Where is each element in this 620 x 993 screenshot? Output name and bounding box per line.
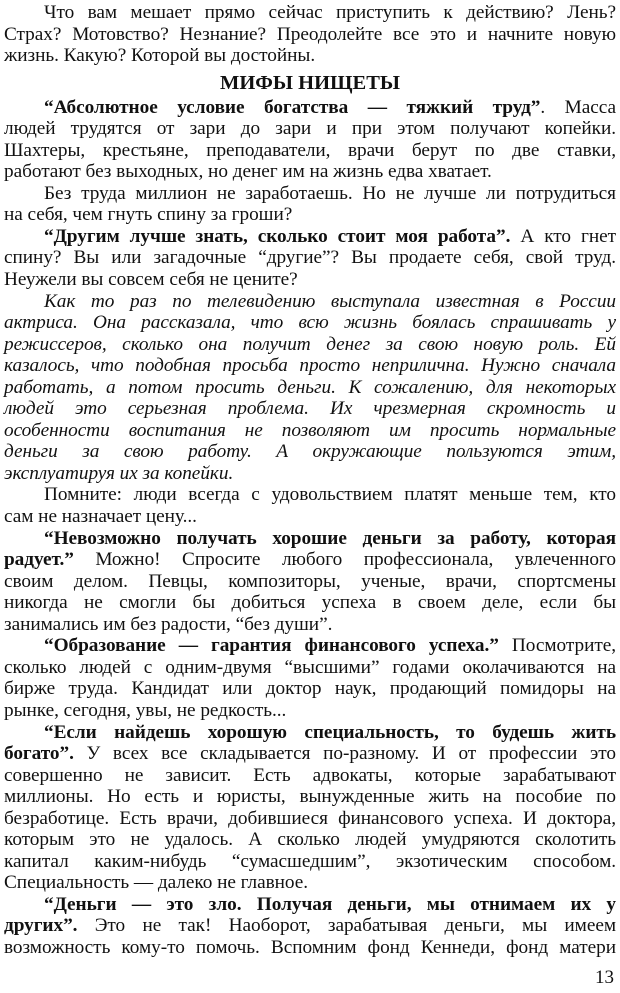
text-span: Посмотрите, [498,635,616,657]
text-span: . Масса [540,96,616,118]
text-line [4,140,616,162]
text-span: капитал каким-нибудь “сумасшедшим”, экзотическим способом. [4,850,616,872]
text-line [4,894,616,916]
paragraph-intro [4,2,616,67]
text-line [4,312,616,334]
text-line [4,24,616,46]
text-line [4,463,616,485]
myth-statement: “Если найдешь хорошую специальность, то будешь жить [44,721,616,743]
text-line [4,398,616,420]
text-line [4,549,616,571]
text-line [4,851,616,873]
paragraph-million [4,183,616,226]
text-line [4,614,616,636]
text-span: безработице. Есть врачи, добившиеся финансового успеха. И доктора, [4,807,616,829]
text-span: людей это серьезная проблема. Их чрезмерная скромность и [4,398,616,420]
text-line [4,204,616,226]
text-span: Без труда миллион не заработаешь. Но не лучше ли потрудиться [44,182,616,204]
text-line [4,118,616,140]
text-span: бирже труда. Кандидат или доктор наук, продающий помидоры на [4,678,616,700]
text-line [4,528,616,550]
text-line [4,765,616,787]
text-line [4,678,616,700]
text-line [4,355,616,377]
text-span: совершенно не зависит. Есть адвокаты, которые зарабатывают [4,764,616,786]
text-line [4,420,616,442]
text-line [4,226,616,248]
text-span: особенности воспитания не позволяют им просить нормальные [4,419,616,441]
myth-statement: богато”. [4,743,74,765]
text-line [4,571,616,593]
text-span: занимались им без радости, “без души”. [4,613,333,635]
text-span: жизнь. Какую? Которой вы достойны. [4,45,316,67]
book-page [4,2,616,959]
text-span: рынке, сегодня, увы, не редкость... [4,699,287,721]
text-span: У всех все складывается по-разному. И от профессии это [73,743,616,765]
paragraph-joyful-work-myth [4,528,616,636]
myth-statement: “Образование — гарантия финансового успеха.” [44,635,499,657]
myth-statement: других”. [4,915,78,937]
text-line [4,657,616,679]
paragraph-money-evil-myth [4,894,616,959]
text-line [4,183,616,205]
paragraph-actress-story [4,291,616,485]
text-line [4,484,616,506]
myth-statement: “Абсолютное условие богатства — тяжкий труд” [44,96,541,118]
text-span: казалось, что подобная просьба просто неприлична. Нужно сначала [4,355,616,377]
text-line [4,45,616,67]
text-span: сам не назначает цену... [4,506,197,528]
text-line [4,722,616,744]
text-span: своим делом. Певцы, композиторы, ученые, врачи, спортсмены [4,570,616,592]
text-span: миллионы. Но есть и юристы, вынужденные жить на пособие по [4,786,616,808]
paragraph-others-know-myth [4,226,616,291]
myth-statement: “Другим лучше знать, сколько стоит моя работа”. [44,225,511,247]
text-span: Можно! Спросите любого профессионала, увлеченного [73,549,616,571]
text-line [4,334,616,356]
text-span: Страх? Мотовство? Незнание? Преодолейте все это и начните новую [4,23,616,45]
text-span: Что вам мешает прямо сейчас приступить к действию? Лень? [44,2,616,23]
text-line [4,915,616,937]
text-span: деньги за свою работу. А окружающие пользуются этим, [4,441,616,463]
text-line [4,872,616,894]
text-span: А кто гнет [510,225,616,247]
text-line [4,269,616,291]
text-line [4,635,616,657]
text-line [4,829,616,851]
text-span: эксплуатируя их за копейки. [4,462,234,484]
text-span: на себя, чем гнуть спину за гроши? [4,204,293,226]
text-span: спину? Вы или загадочные “другие”? Вы продаете себя, свой труд. [4,247,616,269]
text-span: Специальность — далеко не главное. [4,872,309,894]
text-line [4,377,616,399]
text-span: Неужели вы совсем себя не цените? [4,269,298,291]
paragraph-education-myth [4,635,616,721]
text-line [4,2,616,24]
text-line [4,247,616,269]
section-heading: МИФЫ НИЩЕТЫ [219,71,401,94]
text-span: Как то раз по телевидению выступала известная в России [44,290,616,312]
page-number: 13 [595,967,614,988]
myth-statement: “Деньги — это зло. Получая деньги, мы отнимаем их у [44,893,616,915]
text-span: работать, а потом просить деньги. К сожалению, для некоторых [4,376,616,398]
text-line [4,506,616,528]
text-line [4,808,616,830]
text-span: сколько людей с одним-двумя “высшими” годами околачиваются на [4,656,616,678]
text-span: Помните: люди всегда с удовольствием платят меньше тем, кто [44,484,616,506]
text-span: Шахтеры, крестьяне, преподаватели, врачи берут по две ставки, [4,139,616,161]
text-span: Это не так! Наоборот, зарабатывая деньги, мы имеем [77,915,616,937]
text-span: актриса. Она рассказала, что всю жизнь боялась спрашивать у [4,312,616,334]
text-line [4,291,616,313]
text-span: режиссеров, сколько она получит денег за свою новую роль. Ей [4,333,616,355]
text-line [4,937,616,959]
text-line [4,743,616,765]
text-line [4,441,616,463]
text-span: людей трудятся от зари до зари и при этом получают копейки. [4,118,616,140]
paragraph-specialty-myth [4,722,616,894]
text-span: работают без выходных, но денег им на жизнь едва хватает. [4,161,492,183]
text-span: которым это не удалось. А сколько людей умудряются сколотить [4,829,616,851]
text-line [4,161,616,183]
myth-statement: “Невозможно получать хорошие деньги за работу, которая [44,527,616,549]
myth-statement: радует.” [4,549,74,571]
text-span: возможность кому-то помочь. Вспомним фонд Кеннеди, фонд матери [4,936,616,958]
text-line [4,700,616,722]
text-line [4,786,616,808]
text-span: никогда не смогли бы добиться успеха в своем деле, если бы [4,592,616,614]
text-line [4,592,616,614]
text-line [4,97,616,119]
paragraph-hard-work-myth [4,97,616,183]
paragraph-remember [4,484,616,527]
